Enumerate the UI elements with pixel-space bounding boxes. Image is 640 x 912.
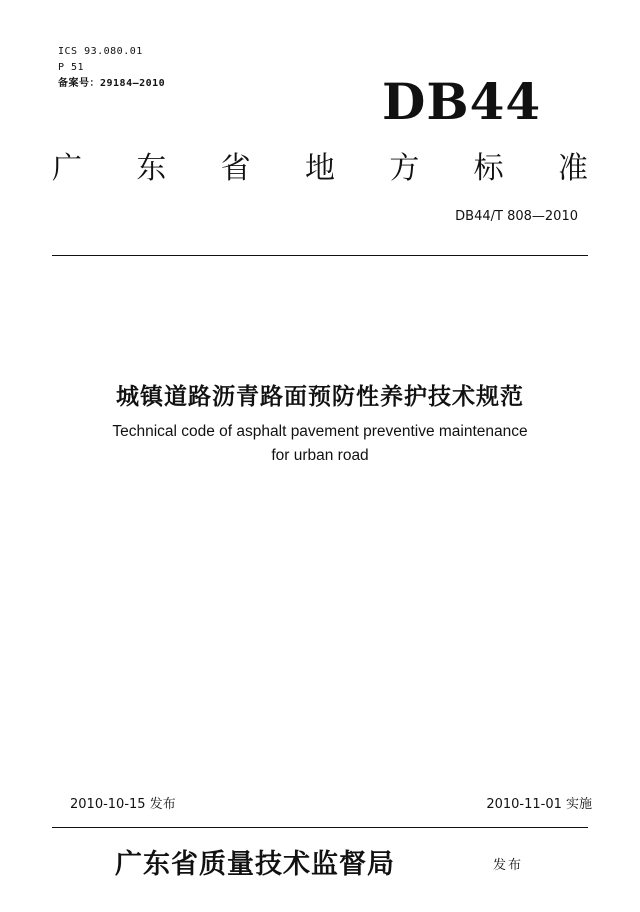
english-title-line: Technical code of asphalt pavement preventive maintenance bbox=[112, 423, 528, 440]
standard-type-char: 准 bbox=[557, 151, 588, 186]
document-title-english bbox=[0, 420, 640, 468]
issuing-authority: 广东省质量技术监督局 bbox=[115, 849, 395, 880]
top-divider bbox=[52, 255, 588, 256]
issue-date: 2010-10-15 发布 bbox=[70, 797, 176, 812]
issuer-suffix: 发布 bbox=[493, 858, 524, 873]
record-number: 备案号：29184—2010 bbox=[58, 78, 166, 89]
standard-type-heading bbox=[52, 150, 588, 188]
document-title-chinese: 城镇道路沥青路面预防性养护技术规范 bbox=[116, 384, 524, 410]
standard-type-char: 地 bbox=[304, 151, 335, 186]
ics-code: ICS 93.080.01 bbox=[58, 46, 143, 57]
standard-type-char: 广 bbox=[52, 151, 82, 186]
standard-type-char: 东 bbox=[136, 151, 167, 186]
classification-block bbox=[58, 44, 165, 92]
implementation-date: 2010-11-01 实施 bbox=[486, 797, 592, 812]
english-title-line: for urban road bbox=[271, 447, 369, 464]
bottom-divider bbox=[52, 827, 588, 828]
ccs-code: P 51 bbox=[58, 62, 85, 73]
db-code-mark: DB44 bbox=[382, 72, 542, 131]
standard-type-char: 方 bbox=[389, 151, 420, 186]
standard-type-char: 标 bbox=[473, 151, 504, 186]
standard-type-char: 省 bbox=[220, 151, 251, 186]
standard-number: DB44/T 808—2010 bbox=[455, 209, 578, 224]
